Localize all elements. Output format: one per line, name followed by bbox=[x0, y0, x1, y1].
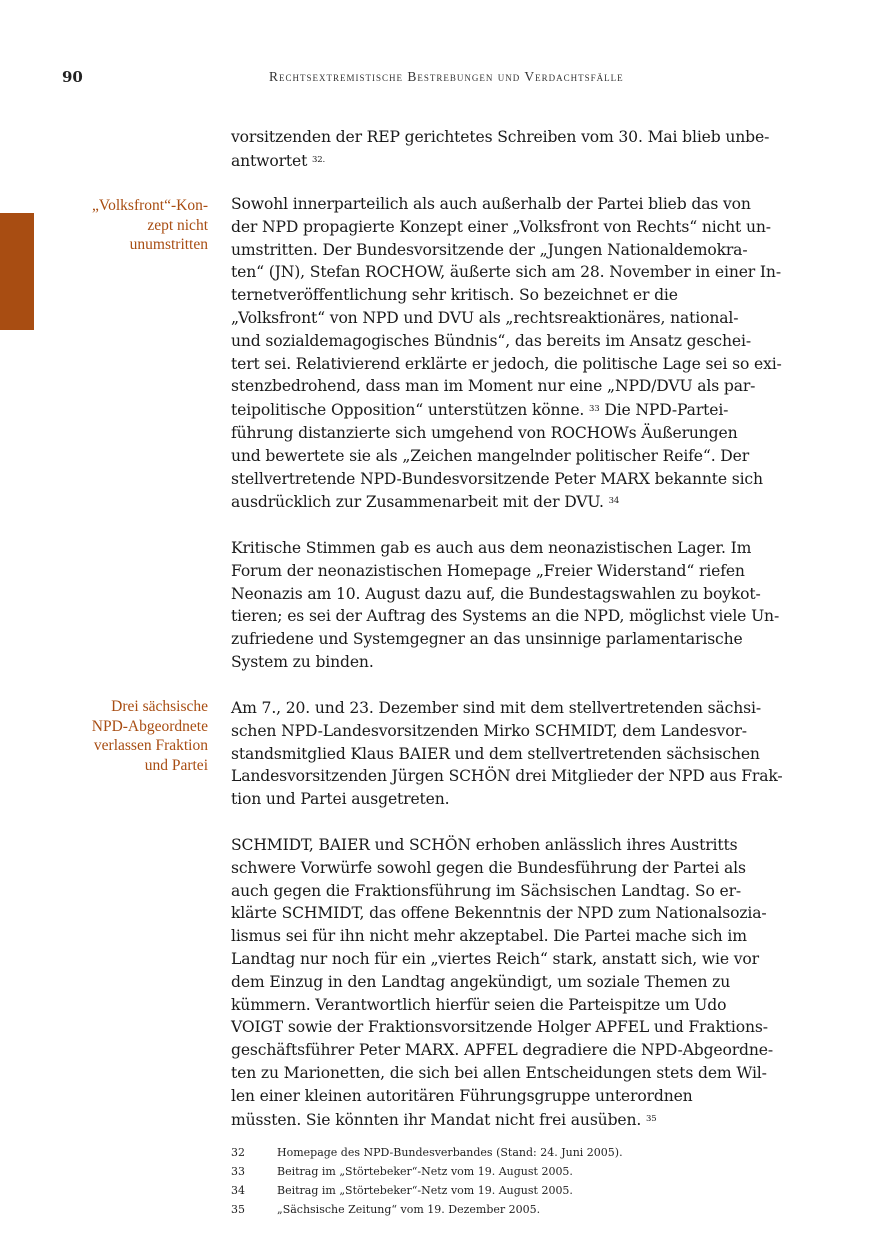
footnote-number: 35 bbox=[231, 1203, 245, 1216]
footnote-ref-32[interactable]: 32. bbox=[312, 154, 326, 165]
footnote-33 bbox=[231, 1162, 791, 1181]
paragraph-text: Sowohl innerparteilich als auch außerhalb der Partei blieb das von der NPD propagierte Konzept einer „Volksfront von Rechts“ nicht un- umstritten. Der Bundesvorsitzende der „Jungen Nationaldemokra- ten“ (JN), Stefan ROCHOW, äußerte sich am 28. November in einer In- ternetveröffentlichung sehr kritisch. So bezeichnet er die „Volksfront“ von NPD und DVU als „rechtsreaktionäres, national- und sozialdemagogisches Bündnis“, das bereits im Ansatz geschei- tert sei. Relativierend erklärte er jedoch, die politische Lage sei so exi- stenzbedrohend, dass man im Moment nur eine „NPD/DVU als par- teipolitische Opposition“ unterstützen könne. bbox=[231, 195, 782, 420]
page-number: 90 bbox=[62, 68, 83, 86]
paragraph-4 bbox=[231, 697, 791, 811]
footnote-text: Beitrag im „Störtebeker“-Netz vom 19. August 2005. bbox=[277, 1165, 573, 1178]
footnote-text: „Sächsische Zeitung“ vom 19. Dezember 2005. bbox=[277, 1203, 541, 1216]
footnote-ref-35[interactable]: 35 bbox=[646, 1113, 657, 1124]
paragraph-5 bbox=[231, 834, 791, 1131]
margin-note-saechsische-abgeordnete: Drei sächsische NPD-Abgeordnete verlassen Fraktion und Partei bbox=[91, 698, 208, 774]
paragraph-2 bbox=[231, 193, 791, 514]
paragraph-text: Kritische Stimmen gab es auch aus dem neonazistischen Lager. Im Forum der neonazistischen Homepage „Freier Widerstand“ riefen Neonazis am 10. August dazu auf, die Bundestagswahlen zu boykot- tieren; es sei der Auftrag des Systems an die NPD, möglichst viele Un- zufriedene und Systemgegner an das unsinnige parlamentarische System zu binden. bbox=[231, 539, 780, 671]
footnote-34 bbox=[231, 1181, 791, 1200]
paragraph-3 bbox=[231, 537, 791, 674]
paragraph-text: Am 7., 20. und 23. Dezember sind mit dem stellvertretenden sächsi- schen NPD-Landesvorsitzenden Mirko SCHMIDT, dem Landesvor- standsmitglied Klaus BAIER und dem stellvertretenden sächsischen Landesvorsitzenden Jürgen SCHÖN drei Mitglieder der NPD aus Frak- tion und Partei ausgetreten. bbox=[231, 699, 783, 809]
footnotes bbox=[231, 1143, 791, 1219]
footnote-text: Homepage des NPD-Bundesverbandes (Stand: 24. Juni 2005). bbox=[277, 1146, 623, 1159]
running-title: Rechtsextremistische Bestrebungen und Verdachtsfälle bbox=[269, 69, 624, 84]
footnote-ref-33[interactable]: 33 bbox=[589, 404, 600, 415]
margin-note-volksfront: „Volksfront“-Kon- zept nicht unumstritten bbox=[92, 197, 208, 253]
footnote-number: 34 bbox=[231, 1184, 245, 1197]
footnote-35 bbox=[231, 1200, 791, 1219]
paragraph-1 bbox=[231, 126, 791, 173]
footnote-text: Beitrag im „Störtebeker“-Netz vom 19. August 2005. bbox=[277, 1184, 573, 1197]
footnote-number: 32 bbox=[231, 1146, 245, 1159]
footnote-ref-34[interactable]: 34 bbox=[608, 496, 620, 507]
paragraph-text-continued: Die NPD-Partei- führung distanzierte sich umgehend von ROCHOWs Äußerungen und bewertete sie als „Zeichen mangelnder politischer Reife“. Der stellvertretende NPD-Bundesvorsitzende Peter MARX bekannte sich ausdrücklich zur Zusammenarbeit mit der DVU. bbox=[231, 401, 763, 512]
footnote-32 bbox=[231, 1143, 791, 1162]
paragraph-text: SCHMIDT, BAIER und SCHÖN erhoben anlässlich ihres Austritts schwere Vorwürfe sowohl gegen die Bundesführung der Partei als auch gegen die Fraktionsführung im Sächsischen Landtag. So er- klärte SCHMIDT, das offene Bekenntnis der NPD zum Nationalsozia- lismus sei für ihn nicht mehr akzeptabel. Die Partei mache sich im Landtag nur noch für ein „viertes Reich“ stark, anstatt sich, wie vor dem Einzug in den Landtag angekündigt, um soziale Themen zu kümmern. Verantwortlich hierfür seien die Parteispitze um Udo VOIGT sowie der Fraktionsvorsitzende Holger APFEL und Fraktions- geschäftsführer Peter MARX. APFEL degradiere die NPD-Abgeordne- ten zu Marionetten, die sich bei allen Entscheidungen stets dem Wil- len einer kleinen autoritären Führungsgruppe unterordnen müssten. Sie könnten ihr Mandat nicht frei ausüben. bbox=[231, 836, 773, 1129]
chapter-tab-marker bbox=[0, 213, 34, 330]
paragraph-text: vorsitzenden der REP gerichtetes Schreiben vom 30. Mai blieb unbe- antwortet bbox=[231, 128, 770, 170]
footnote-number: 33 bbox=[231, 1165, 245, 1178]
